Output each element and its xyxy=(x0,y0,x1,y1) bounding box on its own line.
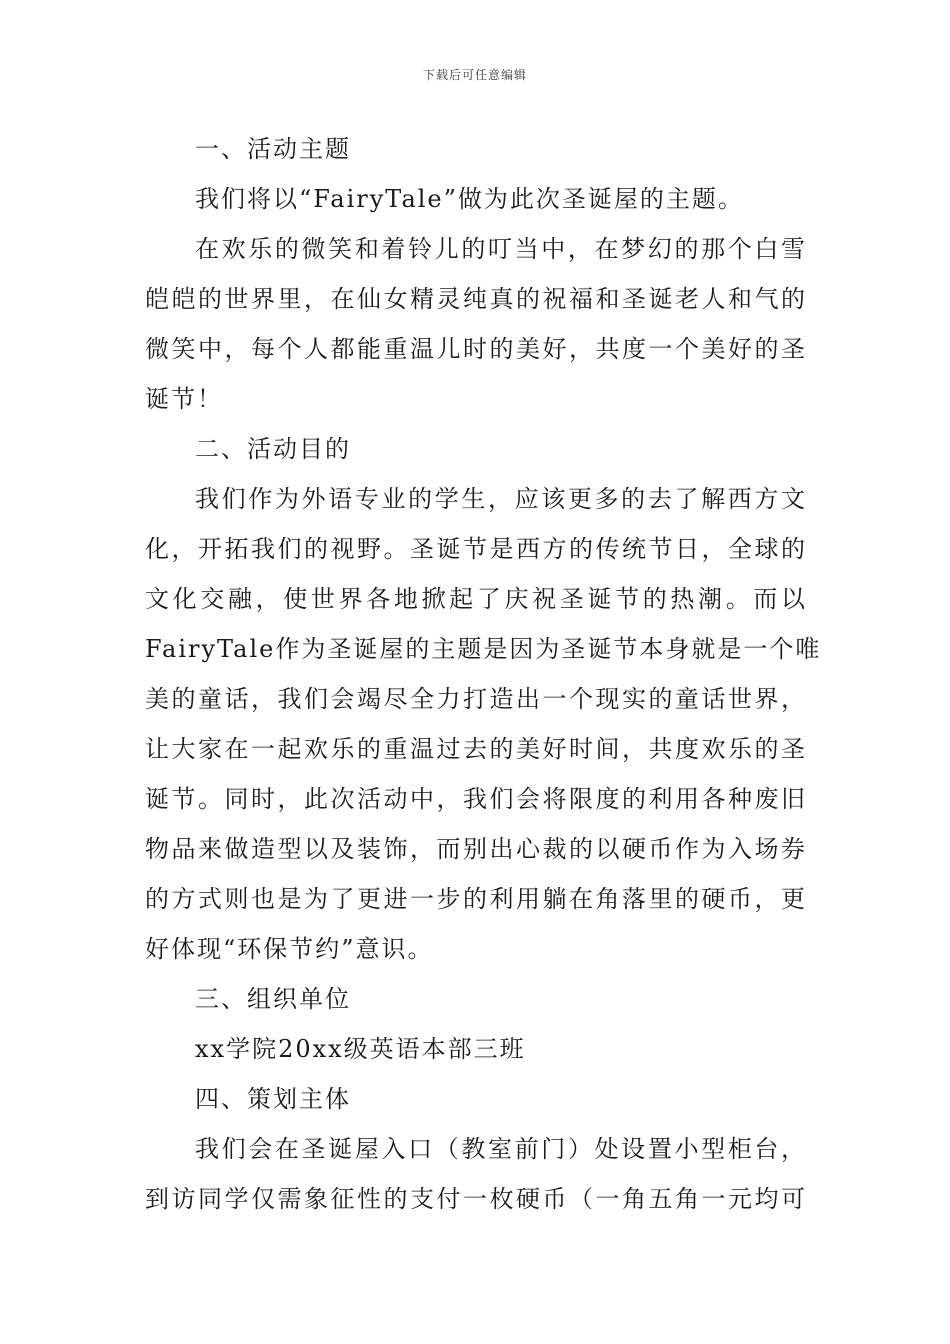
paragraph-line: 好体现“环保节约”意识。 xyxy=(145,935,434,963)
paragraph-line: 物品来做造型以及装饰，而别出心裁的以硬币作为入场券 xyxy=(145,835,807,863)
paragraph-line: 到访同学仅需象征性的支付一枚硬币（一角五角一元均可 xyxy=(145,1185,807,1213)
section-heading-planning: 四、策划主体 xyxy=(195,1085,351,1113)
paragraph-line: 让大家在一起欢乐的重温过去的美好时间，共度欢乐的圣 xyxy=(145,735,807,763)
paragraph-line: 文化交融，使世界各地掀起了庆祝圣诞节的热潮。而以 xyxy=(145,585,807,613)
paragraph-line: 的方式则也是为了更进一步的利用躺在角落里的硬币，更 xyxy=(145,885,807,913)
paragraph-line: 我们将以“FairyTale”做为此次圣诞屋的主题。 xyxy=(195,185,744,213)
paragraph-line: xx学院20xx级英语本部三班 xyxy=(195,1035,526,1063)
paragraph-line: 我们作为外语专业的学生，应该更多的去了解西方文 xyxy=(195,485,807,513)
paragraph-line: 诞节！ xyxy=(145,385,223,413)
paragraph-line: 皑皑的世界里，在仙女精灵纯真的祝福和圣诞老人和气的 xyxy=(145,285,807,313)
paragraph-line: 我们会在圣诞屋入口（教室前门）处设置小型柜台， xyxy=(195,1135,807,1163)
paragraph-line: 微笑中，每个人都能重温儿时的美好，共度一个美好的圣 xyxy=(145,335,807,363)
paragraph-line: 美的童话，我们会竭尽全力打造出一个现实的童话世界， xyxy=(145,685,807,713)
paragraph-line: 诞节。同时，此次活动中，我们会将限度的利用各种废旧 xyxy=(145,785,807,813)
section-heading-purpose: 二、活动目的 xyxy=(195,435,351,463)
section-heading-theme: 一、活动主题 xyxy=(195,135,351,163)
page-header-note: 下载后可任意编辑 xyxy=(422,68,527,82)
section-heading-organizer: 三、组织单位 xyxy=(195,985,351,1013)
paragraph-line: 化，开拓我们的视野。圣诞节是西方的传统节日，全球的 xyxy=(145,535,807,563)
paragraph-line: 在欢乐的微笑和着铃儿的叮当中，在梦幻的那个白雪 xyxy=(195,235,807,263)
document-body xyxy=(145,124,822,1224)
paragraph-line: FairyTale作为圣诞屋的主题是因为圣诞节本身就是一个唯 xyxy=(145,635,822,663)
